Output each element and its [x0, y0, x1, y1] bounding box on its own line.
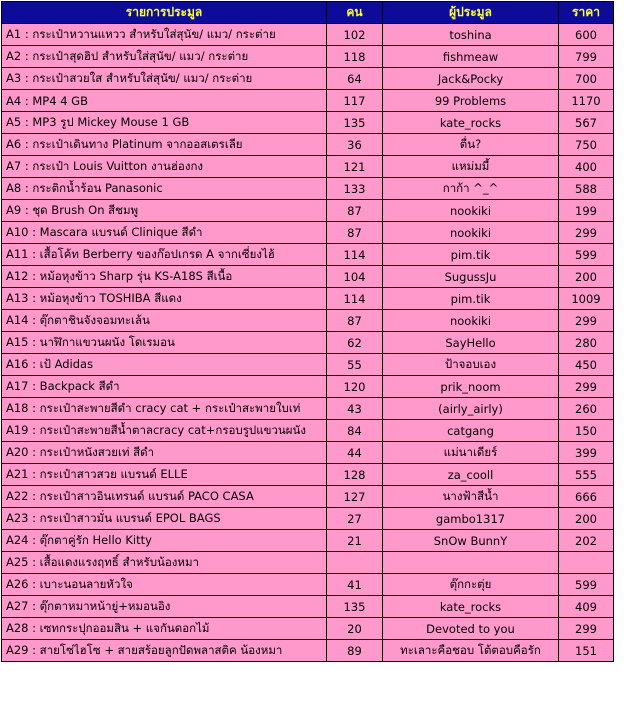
table-row [2, 640, 614, 662]
bidder-name-cell: nookiki [383, 200, 559, 222]
table-row [2, 68, 614, 90]
item-cell: A22 : กระเป๋าสาวอินเทรนด์ แบรนด์ PACO CASA [2, 486, 327, 508]
item-cell: A25 : เสื้อแดงแรงฤทธิ์ สำหรับน้องหมา [2, 552, 327, 574]
bidder-name-cell: fishmeaw [383, 46, 559, 68]
item-cell: A17 : Backpack สีดำ [2, 376, 327, 398]
bidders-cell: 114 [327, 244, 383, 266]
bidders-cell: 87 [327, 310, 383, 332]
table-row [2, 266, 614, 288]
bidder-name-cell: SnOw BunnY [383, 530, 559, 552]
item-cell: A13 : หม้อหุงข้าว TOSHIBA สีแดง [2, 288, 327, 310]
bidders-cell: 104 [327, 266, 383, 288]
price-cell: 299 [559, 618, 614, 640]
item-cell: A1 : กระเป๋าหวานแหวว สำหรับใส่สุนัข/ แมว/ กระต่าย [2, 24, 327, 46]
bidders-cell: 20 [327, 618, 383, 640]
table-row [2, 354, 614, 376]
bidders-cell: 135 [327, 596, 383, 618]
bidder-name-cell: pim.tik [383, 288, 559, 310]
bidder-name-cell: kate_rocks [383, 112, 559, 134]
price-cell: 299 [559, 222, 614, 244]
bidders-cell: 41 [327, 574, 383, 596]
bidder-name-cell: SayHello [383, 332, 559, 354]
bidders-cell: 21 [327, 530, 383, 552]
auction-results-table [1, 1, 614, 662]
bidders-cell: 121 [327, 156, 383, 178]
item-cell: A24 : ตุ๊กตาคู่รัก Hello Kitty [2, 530, 327, 552]
bidders-cell: 64 [327, 68, 383, 90]
bidder-name-cell: 99 Problems [383, 90, 559, 112]
bidders-cell: 114 [327, 288, 383, 310]
item-cell: A14 : ตุ๊กตาชินจังจอมทะเล้น [2, 310, 327, 332]
item-cell: A7 : กระเป๋า Louis Vuitton งานฮ่องกง [2, 156, 327, 178]
price-cell: 599 [559, 244, 614, 266]
item-cell: A27 : ตุ๊กตาหมาหน้ายู่+หมอนอิง [2, 596, 327, 618]
price-cell: 202 [559, 530, 614, 552]
bidder-name-cell: prik_noom [383, 376, 559, 398]
table-row [2, 486, 614, 508]
table-row [2, 574, 614, 596]
bidders-cell: 62 [327, 332, 383, 354]
bidders-cell: 44 [327, 442, 383, 464]
price-cell: 600 [559, 24, 614, 46]
price-cell: 555 [559, 464, 614, 486]
price-cell: 799 [559, 46, 614, 68]
price-cell: 260 [559, 398, 614, 420]
price-cell: 280 [559, 332, 614, 354]
bidder-name-cell: แหม่มมี้ [383, 156, 559, 178]
table-row [2, 222, 614, 244]
bidder-name-cell: แม่นาเดียร์ [383, 442, 559, 464]
price-cell: 409 [559, 596, 614, 618]
item-cell: A23 : กระเป๋าสาวมั่น แบรนด์ EPOL BAGS [2, 508, 327, 530]
table-row [2, 288, 614, 310]
item-cell: A10 : Mascara แบรนด์ Clinique สีดำ [2, 222, 327, 244]
item-cell: A26 : เบาะนอนลายหัวใจ [2, 574, 327, 596]
item-cell: A9 : ชุด Brush On สีชมพู [2, 200, 327, 222]
item-cell: A11 : เสื้อโค้ท Berberry ของก๊อปเกรด A จากเซี่ยงไฮ้ [2, 244, 327, 266]
bidder-name-cell: SugussJu [383, 266, 559, 288]
table-row [2, 90, 614, 112]
item-cell: A6 : กระเป๋าเดินทาง Platinum จากออสเตรเลีย [2, 134, 327, 156]
bidder-name-cell: ทะเลาะคือชอบ โต้ตอบคือรัก [383, 640, 559, 662]
item-cell: A5 : MP3 รูป Mickey Mouse 1 GB [2, 112, 327, 134]
bidders-cell: 117 [327, 90, 383, 112]
bidders-cell: 127 [327, 486, 383, 508]
bidders-cell: 55 [327, 354, 383, 376]
bidder-name-cell: ป้าจอบเอง [383, 354, 559, 376]
price-cell: 151 [559, 640, 614, 662]
table-row [2, 530, 614, 552]
item-cell: A16 : เป้ Adidas [2, 354, 327, 376]
table-row [2, 508, 614, 530]
table-row [2, 24, 614, 46]
header-bidders: คน [327, 2, 383, 24]
header-bidder-name: ผู้ประมูล [383, 2, 559, 24]
item-cell: A29 : สายโซ่ไฮโซ + สายสร้อยลูกปัดพลาสติค น้องหมา [2, 640, 327, 662]
bidders-cell: 87 [327, 222, 383, 244]
bidder-name-cell: nookiki [383, 222, 559, 244]
price-cell: 1170 [559, 90, 614, 112]
item-cell: A15 : นาฬิกาแขวนผนัง โดเรมอน [2, 332, 327, 354]
bidder-name-cell: catgang [383, 420, 559, 442]
bidder-name-cell: กาก้า ^_^ [383, 178, 559, 200]
item-cell: A4 : MP4 4 GB [2, 90, 327, 112]
item-cell: A20 : กระเป๋าหนังสวยเท่ สีดำ [2, 442, 327, 464]
table-row [2, 156, 614, 178]
bidders-cell: 87 [327, 200, 383, 222]
price-cell: 200 [559, 266, 614, 288]
bidders-cell: 89 [327, 640, 383, 662]
price-cell: 399 [559, 442, 614, 464]
table-row [2, 420, 614, 442]
table-row [2, 112, 614, 134]
price-cell: 150 [559, 420, 614, 442]
price-cell: 400 [559, 156, 614, 178]
table-row [2, 398, 614, 420]
table-row [2, 442, 614, 464]
price-cell: 450 [559, 354, 614, 376]
bidder-name-cell: (airly_airly) [383, 398, 559, 420]
price-cell: 299 [559, 376, 614, 398]
bidder-name-cell: Devoted to you [383, 618, 559, 640]
bidders-cell: 128 [327, 464, 383, 486]
table-row [2, 46, 614, 68]
bidders-cell: 43 [327, 398, 383, 420]
bidder-name-cell: นางฟ้าสีน้ำ [383, 486, 559, 508]
price-cell: 700 [559, 68, 614, 90]
item-cell: A8 : กระติกน้ำร้อน Panasonic [2, 178, 327, 200]
bidder-name-cell: ตุ๊กกะตุ่ย [383, 574, 559, 596]
header-item: รายการประมูล [2, 2, 327, 24]
item-cell: A3 : กระเป๋าสวยใส สำหรับใส่สุนัข/ แมว/ กระต่าย [2, 68, 327, 90]
table-row [2, 244, 614, 266]
price-cell: 567 [559, 112, 614, 134]
table-row [2, 178, 614, 200]
price-cell: 200 [559, 508, 614, 530]
bidders-cell [327, 552, 383, 574]
table-row [2, 552, 614, 574]
table-row [2, 596, 614, 618]
price-cell: 1009 [559, 288, 614, 310]
bidder-name-cell: gambo1317 [383, 508, 559, 530]
table-row [2, 618, 614, 640]
table-row [2, 134, 614, 156]
header-row [2, 2, 614, 24]
item-cell: A2 : กระเป๋าสุดฮิป สำหรับใส่สุนัข/ แมว/ กระต่าย [2, 46, 327, 68]
table-row [2, 464, 614, 486]
price-cell: 750 [559, 134, 614, 156]
bidder-name-cell: kate_rocks [383, 596, 559, 618]
bidders-cell: 118 [327, 46, 383, 68]
price-cell: 588 [559, 178, 614, 200]
header-price: ราคา [559, 2, 614, 24]
table-row [2, 310, 614, 332]
bidders-cell: 135 [327, 112, 383, 134]
bidders-cell: 133 [327, 178, 383, 200]
table-body [2, 24, 614, 662]
price-cell: 599 [559, 574, 614, 596]
price-cell: 299 [559, 310, 614, 332]
bidder-name-cell: za_cooll [383, 464, 559, 486]
bidders-cell: 84 [327, 420, 383, 442]
bidder-name-cell: pim.tik [383, 244, 559, 266]
bidders-cell: 36 [327, 134, 383, 156]
bidder-name-cell [383, 552, 559, 574]
bidders-cell: 120 [327, 376, 383, 398]
bidder-name-cell: toshina [383, 24, 559, 46]
item-cell: A12 : หม้อหุงข้าว Sharp รุ่น KS-A18S สีเนื้อ [2, 266, 327, 288]
bidders-cell: 102 [327, 24, 383, 46]
item-cell: A18 : กระเป๋าสะพายสีดำ cracy cat + กระเป๋าสะพายใบเท่ [2, 398, 327, 420]
bidder-name-cell: Jack&Pocky [383, 68, 559, 90]
table-row [2, 200, 614, 222]
bidder-name-cell: ตื่น? [383, 134, 559, 156]
item-cell: A19 : กระเป๋าสะพายสีน้ำตาลcracy cat+กรอบรูปแขวนผนัง [2, 420, 327, 442]
price-cell: 199 [559, 200, 614, 222]
price-cell [559, 552, 614, 574]
item-cell: A28 : เซทกระปุกออมสิน + แจกันดอกไม้ [2, 618, 327, 640]
table-row [2, 376, 614, 398]
price-cell: 666 [559, 486, 614, 508]
table-row [2, 332, 614, 354]
item-cell: A21 : กระเป๋าสาวสวย แบรนด์ ELLE [2, 464, 327, 486]
bidder-name-cell: nookiki [383, 310, 559, 332]
bidders-cell: 27 [327, 508, 383, 530]
